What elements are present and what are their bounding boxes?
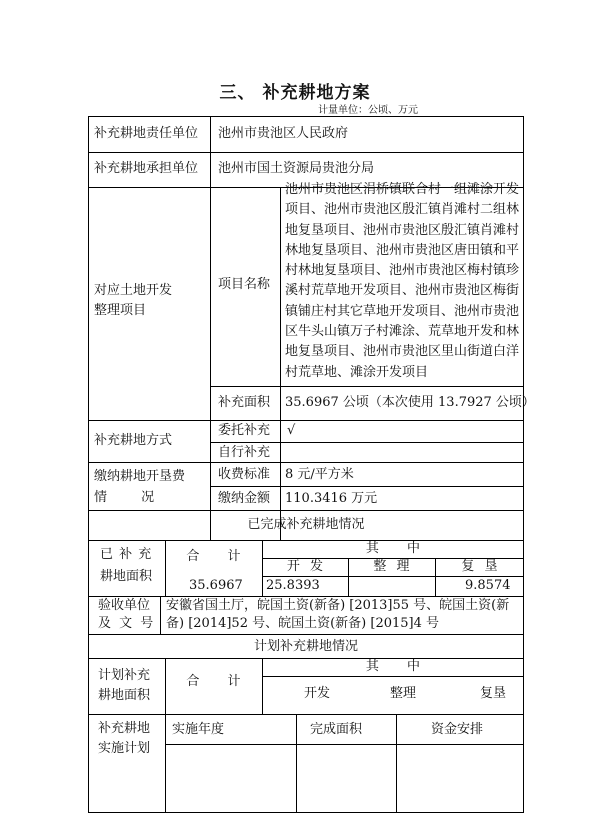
col-divider	[210, 116, 211, 540]
method-self-label: 自行补充	[218, 445, 271, 460]
row-divider	[210, 486, 524, 487]
col-divider	[280, 187, 281, 540]
completed-of-which: 其 中	[365, 541, 421, 556]
col-divider	[396, 714, 397, 812]
method-label: 补充耕地方式	[94, 433, 173, 448]
completed-area-label: 已 补 充	[100, 547, 153, 562]
completed-col-reclaim: 复 垦	[461, 559, 498, 574]
fee-label: 缴纳耕地开垦费	[94, 469, 186, 484]
project-name-label: 项目名称	[218, 277, 271, 292]
planned-area-label: 耕地面积	[98, 688, 151, 703]
undertaking-unit-label: 补充耕地承担单位	[94, 161, 199, 176]
completed-develop-value: 25.8393	[266, 578, 320, 593]
undertaking-unit-value: 池州市国土资源局贵池分局	[218, 161, 375, 176]
col-implementation-year: 实施年度	[172, 722, 225, 737]
row-divider	[88, 462, 524, 463]
completed-col-arrange: 整 理	[373, 559, 410, 574]
row-divider	[88, 152, 524, 153]
planned-total-header: 合 计	[186, 674, 241, 689]
fee-amount-label: 缴纳金额	[218, 491, 271, 506]
col-completed-area: 完成面积	[310, 722, 363, 737]
completed-area-label: 耕地面积	[100, 569, 153, 584]
col-divider	[160, 596, 161, 634]
supplement-area-value: 35.6967 公顷（本次使用 13.7927 公顷）	[285, 395, 535, 410]
acceptance-label: 及 文 号	[98, 616, 156, 631]
acceptance-label: 验收单位	[98, 598, 151, 613]
row-divider	[88, 634, 524, 635]
fee-amount-value: 110.3416 万元	[285, 491, 378, 506]
table-border-bottom	[88, 812, 524, 813]
row-divider	[88, 510, 524, 511]
planned-of-which: 其 中	[365, 659, 421, 674]
implementation-label: 补充耕地	[98, 721, 151, 736]
col-divider	[165, 714, 166, 812]
table-border-top	[88, 116, 524, 117]
completed-col-develop: 开 发	[286, 559, 324, 574]
planned-col-develop: 开发	[304, 686, 331, 701]
unit-note: 计量单位：公顷、万元	[318, 105, 418, 116]
row-divider	[88, 714, 524, 715]
responsible-unit-value: 池州市贵池区人民政府	[218, 126, 349, 141]
planned-section-title: 计划补充耕地情况	[253, 639, 358, 654]
page-title: 三、 补充耕地方案	[219, 83, 371, 103]
fee-standard-value: 8 元/平方米	[285, 467, 354, 482]
supplement-area-label: 补充面积	[218, 395, 271, 410]
completed-total-value: 35.6967	[189, 578, 243, 593]
planned-col-reclaim: 复垦	[480, 686, 507, 701]
completed-total-header: 合 计	[186, 549, 241, 564]
table-border-left	[88, 116, 89, 813]
supplement-plan-table	[88, 116, 535, 813]
acceptance-doc-value: 安徽省国土厅，皖国土资(新备) [2013]55 号、皖国土资(新	[166, 598, 510, 613]
project-name-value: 池州市贵池区涓桥镇联合村一组滩涂开发项目、池州市贵池区殷汇镇肖滩村二组林地复垦项目、池州市贵池区殷汇镇肖滩村林地复垦项目、池州市贵池区唐田镇和平村林地复垦项目、池州市贵池区梅村镇珍溪村荒草地开发项目、池州市贵池区梅街镇铺庄村其它草地开发项目、池州市贵池区牛头山镇万子村滩涂、荒草地开发和林地复垦项目、池州市贵池区里山街道白洋村荒草地、滩涂开发项目	[285, 182, 520, 380]
method-entrust-label: 委托补充	[218, 423, 271, 438]
planned-area-label: 计划补充	[98, 668, 151, 683]
row-divider	[88, 420, 524, 421]
project-group-label: 对应土地开发	[94, 283, 173, 298]
row-divider	[210, 386, 524, 387]
col-divider	[296, 714, 297, 812]
row-divider	[165, 744, 524, 745]
planned-col-arrange: 整理	[390, 686, 417, 701]
completed-section-title: 已完成补充耕地情况	[247, 517, 365, 532]
acceptance-doc-value: 备) [2014]52 号、皖国土资(新备) [2015]4 号	[166, 616, 440, 631]
implementation-label: 实施计划	[98, 741, 151, 756]
project-group-label: 整理项目	[94, 303, 147, 318]
fee-label: 情 况	[94, 490, 155, 505]
completed-reclaim-value: 9.8574	[465, 578, 511, 593]
responsible-unit-label: 补充耕地责任单位	[94, 126, 199, 141]
fee-standard-label: 收费标准	[218, 467, 271, 482]
method-entrust-check: √	[287, 423, 296, 438]
col-funding-arrangement: 资金安排	[431, 722, 484, 737]
